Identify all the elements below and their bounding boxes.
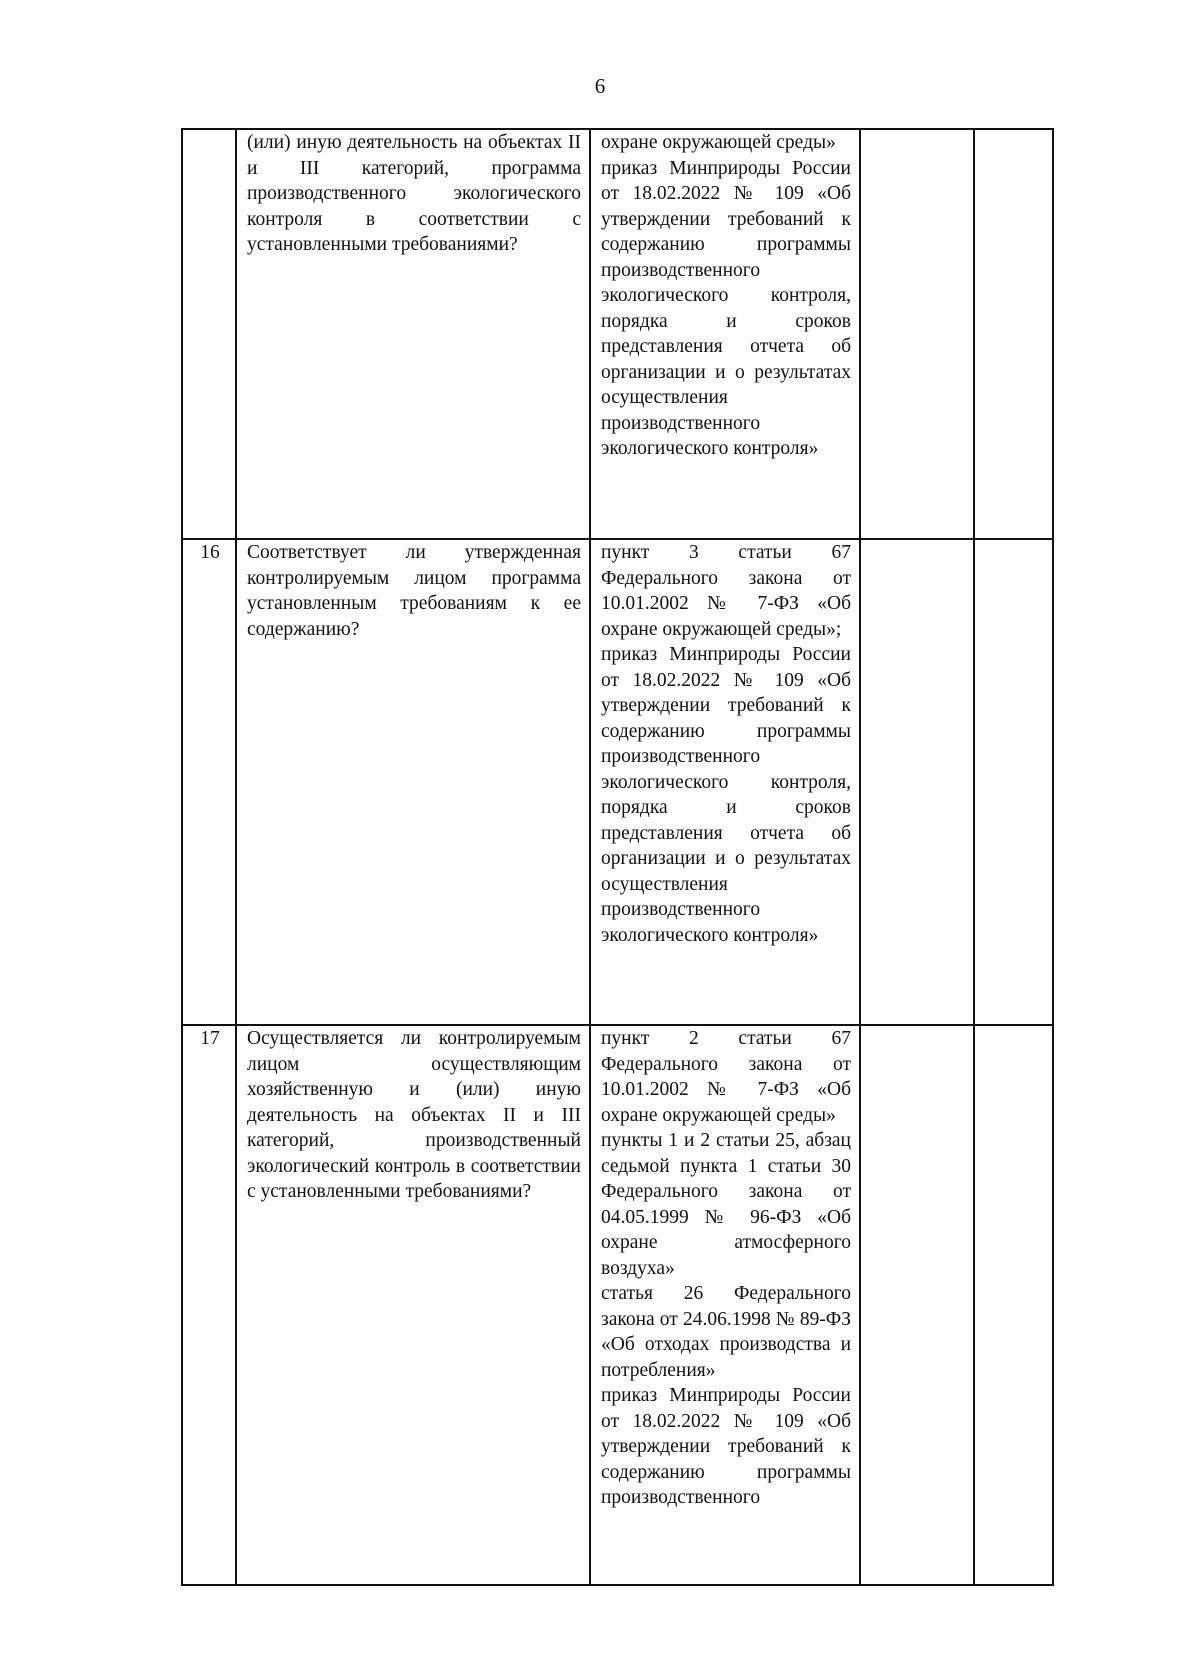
page-number: 6 [594,74,606,98]
row-number [182,129,236,539]
requirement-cell [590,1025,860,1585]
requirement-cell [590,539,860,1025]
requirement-cell [590,129,860,539]
question-text: (или) иную деятельность на объектах II и III категорий, программа производственного экологического контроля в соответствии с установленными требованиями? [236,129,590,539]
requirement-line: пункт 2 статьи 67 Федерального закона от 10.01.2002 № 7-ФЗ «Об охране окружающей среды» [601,1028,851,1126]
row-number: 17 [182,1025,236,1585]
requirement-line: приказ Минприроды России от 18.02.2022 № 109 «Об утверждении требований к содержанию программы производственного экологического контроля, порядка и сроков представления отчета об организации и о результатах осуществления производственного экологического контроля» [601,644,851,946]
note-cell [974,539,1053,1025]
requirement-line: пункт 3 статьи 67 Федерального закона от 10.01.2002 № 7-ФЗ «Об охране окружающей среды»; [601,542,851,640]
table-row [182,129,1053,539]
row-number: 16 [182,539,236,1025]
question-text: Соответствует ли утвержденная контролируемым лицом программа установленным требованиям к ее содержанию? [236,539,590,1025]
answer-cell [860,539,974,1025]
requirement-line: приказ Минприроды России от 18.02.2022 № 109 «Об утверждении требований к содержанию программы производственного [601,1385,851,1508]
table-row [182,539,1053,1025]
answer-cell [860,129,974,539]
table-row [182,1025,1053,1585]
requirement-line: пункты 1 и 2 статьи 25, абзац седьмой пункта 1 статьи 30 Федерального закона от 04.05.1999 № 96-ФЗ «Об охране атмосферного воздуха» [601,1130,851,1279]
requirement-line: охране окружающей среды» [601,132,836,153]
question-text: Осуществляется ли контролируемым лицом осуществляющим хозяйственную и (или) иную деятельность на объектах II и III категорий, производственный экологический контроль в соответствии с установленными требованиями? [236,1025,590,1585]
requirement-line: приказ Минприроды России от 18.02.2022 № 109 «Об утверждении требований к содержанию программы производственного экологического контроля, порядка и сроков представления отчета об организации и о результатах осуществления производственного экологического контроля» [601,157,851,459]
checklist-table [181,128,1054,1586]
requirement-line: статья 26 Федерального закона от 24.06.1998 № 89-ФЗ «Об отходах производства и потребления» [601,1283,851,1381]
note-cell [974,1025,1053,1585]
answer-cell [860,1025,974,1585]
note-cell [974,129,1053,539]
